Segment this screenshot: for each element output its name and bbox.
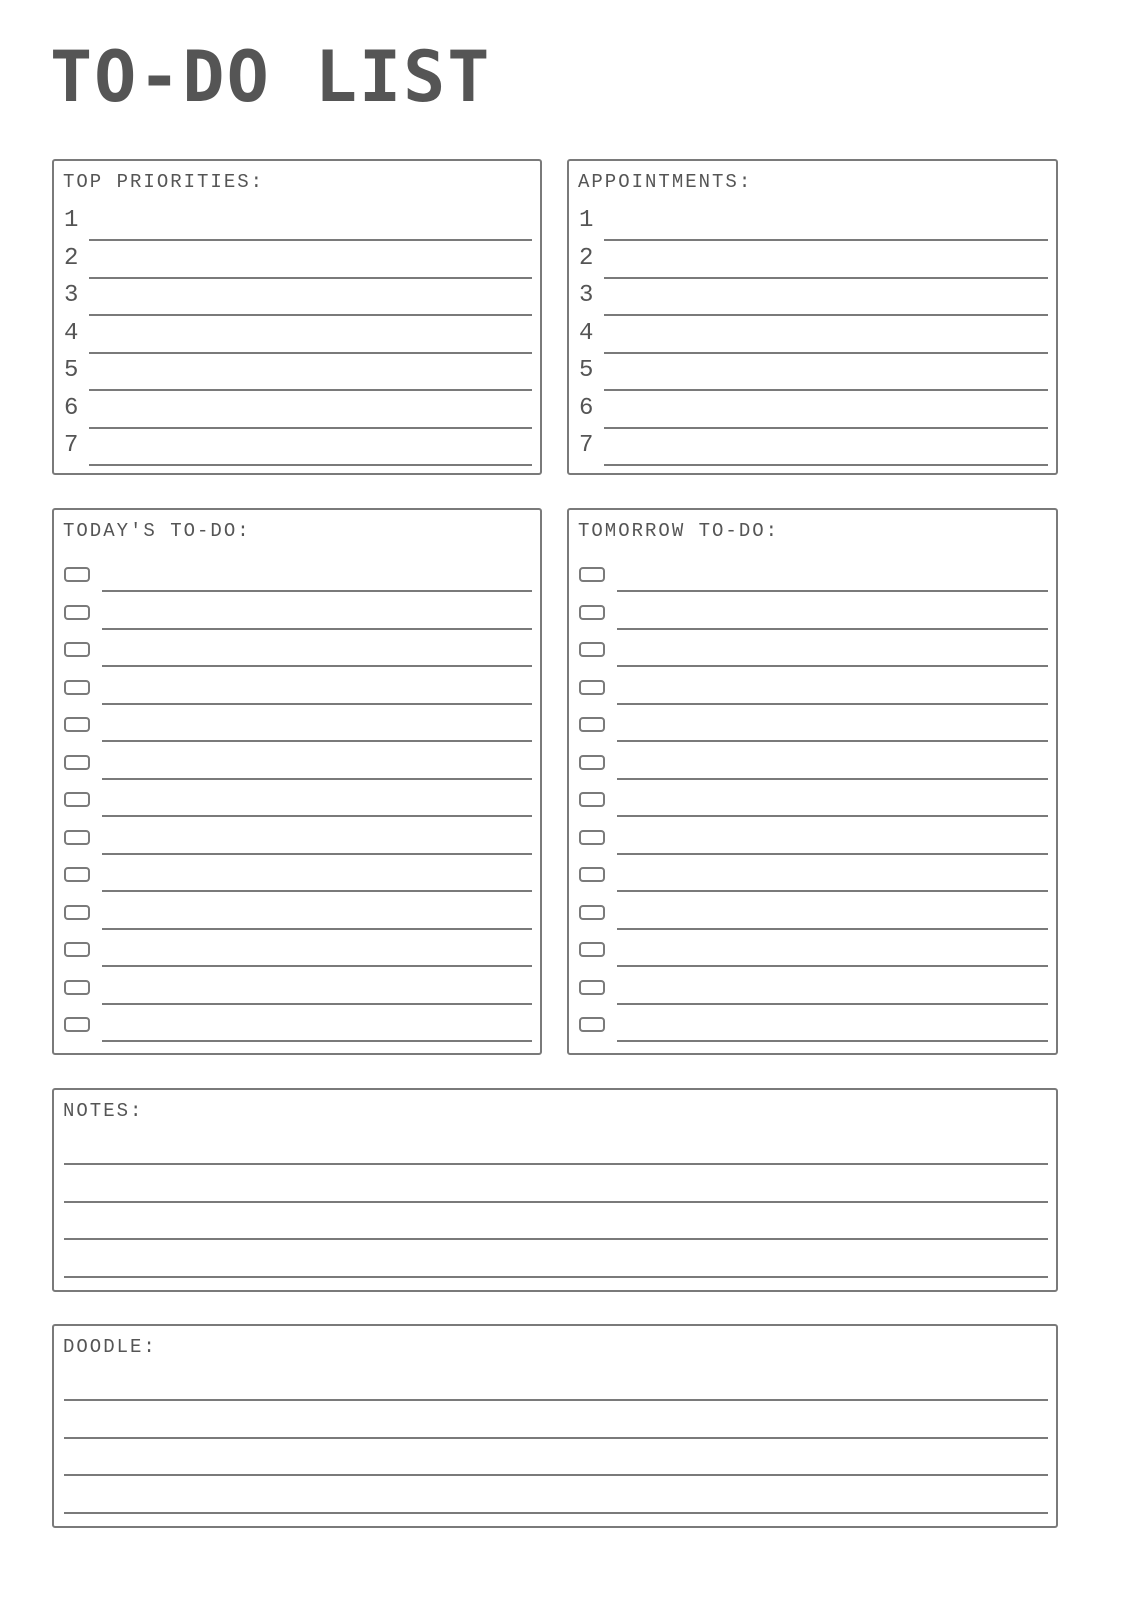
todo-item xyxy=(54,817,540,855)
line-number: 1 xyxy=(64,207,79,234)
todays-todo-label: TODAY'S TO-DO: xyxy=(63,520,251,542)
notes-label: NOTES: xyxy=(63,1100,144,1122)
todo-item xyxy=(54,892,540,930)
checkbox[interactable] xyxy=(579,642,605,657)
line-number: 2 xyxy=(579,244,594,272)
todo-item xyxy=(569,667,1056,705)
numbered-line[interactable] xyxy=(54,316,540,354)
checkbox[interactable] xyxy=(579,680,605,695)
line-number: 4 xyxy=(579,319,594,347)
checkbox[interactable] xyxy=(579,980,605,995)
numbered-line[interactable] xyxy=(54,428,540,466)
todo-item xyxy=(569,892,1056,930)
todo-item xyxy=(569,854,1056,892)
line-number: 7 xyxy=(64,432,79,459)
line-number: 6 xyxy=(64,394,79,422)
checkbox[interactable] xyxy=(64,792,90,807)
tomorrow-todo-label: TOMORROW TO-DO: xyxy=(578,520,780,542)
numbered-line[interactable] xyxy=(54,241,540,279)
todo-item xyxy=(569,629,1056,667)
numbered-line[interactable] xyxy=(569,278,1056,316)
checkbox[interactable] xyxy=(579,605,605,620)
writing-line[interactable] xyxy=(617,1040,1048,1042)
checkbox[interactable] xyxy=(64,1017,90,1032)
checkbox[interactable] xyxy=(64,905,90,920)
checkbox[interactable] xyxy=(64,755,90,770)
checkbox[interactable] xyxy=(579,905,605,920)
notes-panel xyxy=(52,1088,1058,1292)
line-number: 2 xyxy=(64,244,79,272)
appointments-label: APPOINTMENTS: xyxy=(578,171,753,193)
checkbox[interactable] xyxy=(579,1017,605,1032)
todo-item xyxy=(569,929,1056,967)
writing-line[interactable] xyxy=(64,1399,1048,1401)
checkbox[interactable] xyxy=(579,755,605,770)
todo-item xyxy=(54,854,540,892)
todo-item xyxy=(569,704,1056,742)
line-number: 7 xyxy=(579,432,594,459)
numbered-line[interactable] xyxy=(569,203,1056,241)
numbered-line[interactable] xyxy=(569,353,1056,391)
checkbox[interactable] xyxy=(64,980,90,995)
writing-line[interactable] xyxy=(64,1238,1048,1240)
todo-item xyxy=(569,967,1056,1005)
line-number: 3 xyxy=(64,282,79,309)
top-priorities-label: TOP PRIORITIES: xyxy=(63,171,265,193)
todo-item xyxy=(569,1004,1056,1042)
checkbox[interactable] xyxy=(64,830,90,845)
todo-item xyxy=(569,554,1056,592)
writing-line[interactable] xyxy=(64,1163,1048,1165)
writing-line[interactable] xyxy=(64,1437,1048,1439)
todo-item xyxy=(54,704,540,742)
line-number: 4 xyxy=(64,319,79,347)
checkbox[interactable] xyxy=(579,867,605,882)
doodle-label: DOODLE: xyxy=(63,1336,157,1358)
writing-line[interactable] xyxy=(64,1474,1048,1476)
todo-item xyxy=(54,667,540,705)
tomorrow-todo-panel xyxy=(567,508,1058,1055)
checkbox[interactable] xyxy=(579,567,605,582)
page-title: TO-DO LIST xyxy=(50,36,492,118)
writing-line[interactable] xyxy=(64,1512,1048,1514)
numbered-line[interactable] xyxy=(54,353,540,391)
line-number: 6 xyxy=(579,394,594,422)
todo-item xyxy=(569,592,1056,630)
numbered-line[interactable] xyxy=(569,428,1056,466)
todo-item xyxy=(569,742,1056,780)
todo-item xyxy=(54,1004,540,1042)
line-number: 5 xyxy=(64,357,79,384)
todo-item xyxy=(54,629,540,667)
checkbox[interactable] xyxy=(579,942,605,957)
checkbox[interactable] xyxy=(64,642,90,657)
checkbox[interactable] xyxy=(64,605,90,620)
checkbox[interactable] xyxy=(64,942,90,957)
checkbox[interactable] xyxy=(64,680,90,695)
todo-item xyxy=(569,779,1056,817)
numbered-line[interactable] xyxy=(569,316,1056,354)
todo-item xyxy=(54,929,540,967)
writing-line[interactable] xyxy=(64,1201,1048,1203)
todo-item xyxy=(54,967,540,1005)
numbered-line[interactable] xyxy=(54,203,540,241)
checkbox[interactable] xyxy=(64,867,90,882)
top-priorities-panel xyxy=(52,159,542,475)
checkbox[interactable] xyxy=(579,830,605,845)
line-number: 3 xyxy=(579,282,594,309)
checkbox[interactable] xyxy=(579,792,605,807)
todo-item xyxy=(54,779,540,817)
writing-line[interactable] xyxy=(102,1040,532,1042)
todo-item xyxy=(54,592,540,630)
checkbox[interactable] xyxy=(64,717,90,732)
checkbox[interactable] xyxy=(579,717,605,732)
checkbox[interactable] xyxy=(64,567,90,582)
writing-line xyxy=(604,464,1048,466)
doodle-panel xyxy=(52,1324,1058,1528)
todo-item xyxy=(54,554,540,592)
line-number: 5 xyxy=(579,357,594,384)
line-number: 1 xyxy=(579,207,594,234)
todays-todo-panel xyxy=(52,508,542,1055)
writing-line[interactable] xyxy=(64,1276,1048,1278)
numbered-line[interactable] xyxy=(569,241,1056,279)
numbered-line[interactable] xyxy=(54,391,540,429)
todo-item xyxy=(569,817,1056,855)
writing-line xyxy=(89,464,532,466)
numbered-line[interactable] xyxy=(569,391,1056,429)
todo-item xyxy=(54,742,540,780)
appointments-panel xyxy=(567,159,1058,475)
numbered-line[interactable] xyxy=(54,278,540,316)
